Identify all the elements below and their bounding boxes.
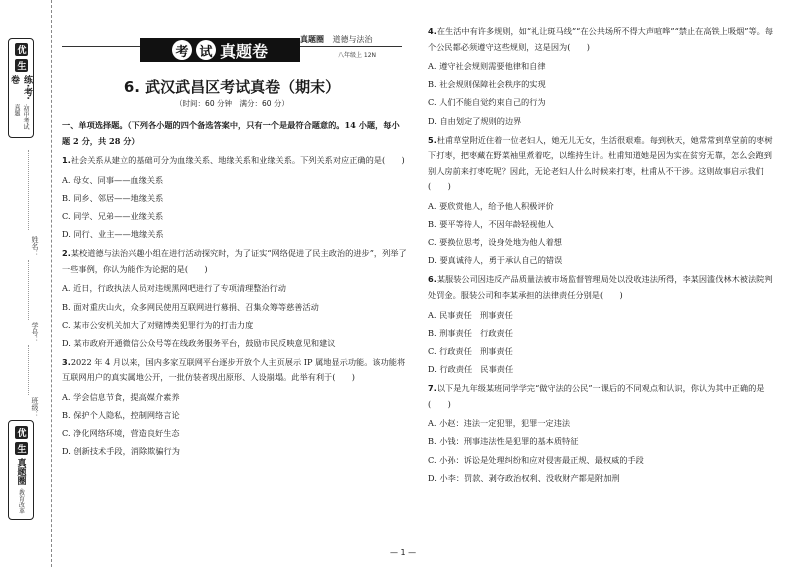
question-number: 1. [62,155,71,166]
answer-option: A. 遵守社会规则需要他律和自律 [428,61,546,72]
brand-top-title: 练·考·卷 [9,75,32,100]
brand-bottom-title: 真题圈 [15,458,26,486]
question-stem [428,381,778,412]
answer-option: A. 学会信息节食，提高媒介素养 [62,392,180,403]
brand-box-bottom [8,420,34,520]
answer-option: B. 要平等待人，不因年龄轻视他人 [428,219,554,230]
brand-bottom-sub: ·教育改革 [17,488,25,514]
answer-option: C. 某市公安机关加大了对赌博类犯罪行为的打击力度 [62,319,254,330]
banner-text: 真题卷 [219,41,268,61]
question-text: 杜甫草堂附近住着一位老妇人，她无儿无女，生活很艰难。每到秋天，她常常到草堂前的枣树下打枣，把枣藏在野菜袖里煮着吃，以维持生计。杜甫知道她是因为实在贫穷无靠，怎么会跑到别人房前来打枣吃呢？因此，无论老妇人什么时候来打枣，杜甫从不干涉。这则故事启示我们( ) [428,134,773,192]
answer-option: D. 小李：罚款、剥夺政治权利、没收财产都是附加刑 [428,472,620,483]
answer-option: C. 净化网络环境，营造良好生态 [62,428,180,439]
question-stem [428,133,778,195]
answer-option: B. 同乡、邻居——地缘关系 [62,192,164,203]
answer-option: B. 面对重庆山火，众多网民使用互联网进行募捐、召集众筹等慈善活动 [62,301,319,312]
subject-name: 道德与法治 [332,35,373,44]
question-text: 在生活中有许多规则，如“礼让斑马线”“在公共场所不得大声喧哗”“禁止在高铁上吸烟”等。每个公民都必须遵守这些规则，这是因为( ) [428,26,774,52]
grade-label: 八年级上 12N [338,52,377,59]
question-list-left [62,153,407,458]
question-text: 以下是九年级某班同学学完“做守法的公民”一课后的不同观点和认识，你认为其中正确的是( ) [428,383,765,409]
question-1 [62,153,407,241]
answer-option: B. 刑事责任 行政责任 [428,327,513,338]
cut-line [28,150,29,230]
question-4 [428,24,778,128]
exam-info: （时间：60 分钟 满分：60 分） [175,99,289,108]
question-number: 4. [428,26,437,36]
answer-option: A. 母女、同事——血缘关系 [62,174,164,185]
question-6 [428,272,778,376]
question-text: 2022 年 4 月以来，国内多家互联网平台逐步开放个人主页展示 IP 属地显示功能。该功能将互联网用户的真实属地公开，一批仿装者现出原形、人设崩塌。此举有利于( ) [62,356,406,383]
question-stem [62,153,407,169]
answer-option: A. 要欣赏他人，给予他人积极评价 [428,200,554,211]
answer-option: A. 近日，行政执法人员对违规黑网吧进行了专项清理整治行动 [62,283,286,294]
answer-option: C. 同学、兄弟——业缘关系 [62,210,164,221]
question-number: 3. [62,356,71,367]
question-stem [62,246,407,277]
question-list-right [428,24,778,485]
brand-box-top [8,38,34,138]
answer-option: D. 行政责任 民事责任 [428,364,514,374]
cut-line [28,345,29,395]
left-column [62,118,407,464]
series-info [300,34,373,45]
series-name: 真题圈 [300,35,324,44]
answer-option: D. 自由划定了规则的边界 [428,115,522,126]
column-divider [415,20,416,540]
question-5 [428,133,778,268]
question-number: 6. [428,274,437,285]
answer-option: D. 同行、业主——地缘关系 [62,229,164,240]
answer-option: B. 社会规则保障社会秩序的实现 [428,79,546,90]
question-7 [428,381,778,485]
banner-seal-2: 试 [196,40,216,60]
question-stem [428,24,778,55]
cut-line [28,260,29,320]
brand-bottom-char1: 优 [15,428,26,438]
id-label: 学号： [31,322,39,343]
page-title: 6. 武汉武昌区考试真卷（期末） [123,78,341,96]
answer-option: A. 小赵：违法一定犯罪，犯罪一定违法 [428,418,571,429]
name-label: 姓名： [31,236,39,257]
answer-option: D. 要真诚待人，勇于承认自己的错误 [428,255,563,266]
question-number: 5. [428,134,437,145]
exam-banner [140,38,300,62]
question-2 [62,246,407,350]
answer-option: D. 某市政府开通微信公众号等在线政务服务平台，鼓励市民反映意见和建议 [62,337,336,348]
question-3 [62,355,407,459]
section-heading: 一、单项选择题。（下列各小题的四个备选答案中，只有一个是最符合题意的。14 小题，每小题 2 分，共 28 分） [62,120,400,146]
answer-option: C. 要换位思考，设身处地为他人着想 [428,237,562,248]
brand-top-sub: ·初中考试真题 [13,103,29,130]
answer-option: A. 民事责任 刑事责任 [428,309,513,320]
question-stem [62,355,407,386]
question-number: 2. [62,248,71,259]
answer-option: C. 小孙：诉讼是处理纠纷和应对侵害最正规、最权威的手段 [428,454,644,465]
question-number: 7. [428,383,437,394]
class-label: 班级： [31,397,39,418]
answer-option: B. 小钱：刑事违法性是犯罪的基本质特征 [428,436,579,447]
answer-option: D. 创新技术手段，消除欺骗行为 [62,446,180,457]
brand-bottom-char2: 生 [15,444,26,454]
right-column [428,24,778,490]
page-number: — 1 — [390,548,417,557]
answer-option: B. 保护个人隐私，控制网络言论 [62,410,180,421]
question-text: 社会关系从建立的基础可分为血缘关系、地缘关系和业缘关系。下列关系对应正确的是( ) [70,155,405,166]
question-text: 某校道德与法治兴趣小组在进行活动探究时，为了证实“网络促进了民主政治的进步”，列举了一些事例，你认为能作为论据的是( ) [62,248,407,274]
question-text: 某服装公司因违反产品质量法被市场监督管理局处以没收违法所得，李某因滥伐林木被法院判处罚金。服装公司和李某承担的法律责任分别是( ) [428,274,773,301]
brand-top-char2: 生 [15,61,26,70]
brand-top-char1: 优 [15,45,26,54]
answer-option: C. 行政责任 刑事责任 [428,345,513,356]
binding-strip [0,0,52,567]
answer-option: C. 人们不能自觉约束自己的行为 [428,97,546,108]
banner-seal-1: 考 [172,40,192,60]
question-stem [428,272,778,303]
